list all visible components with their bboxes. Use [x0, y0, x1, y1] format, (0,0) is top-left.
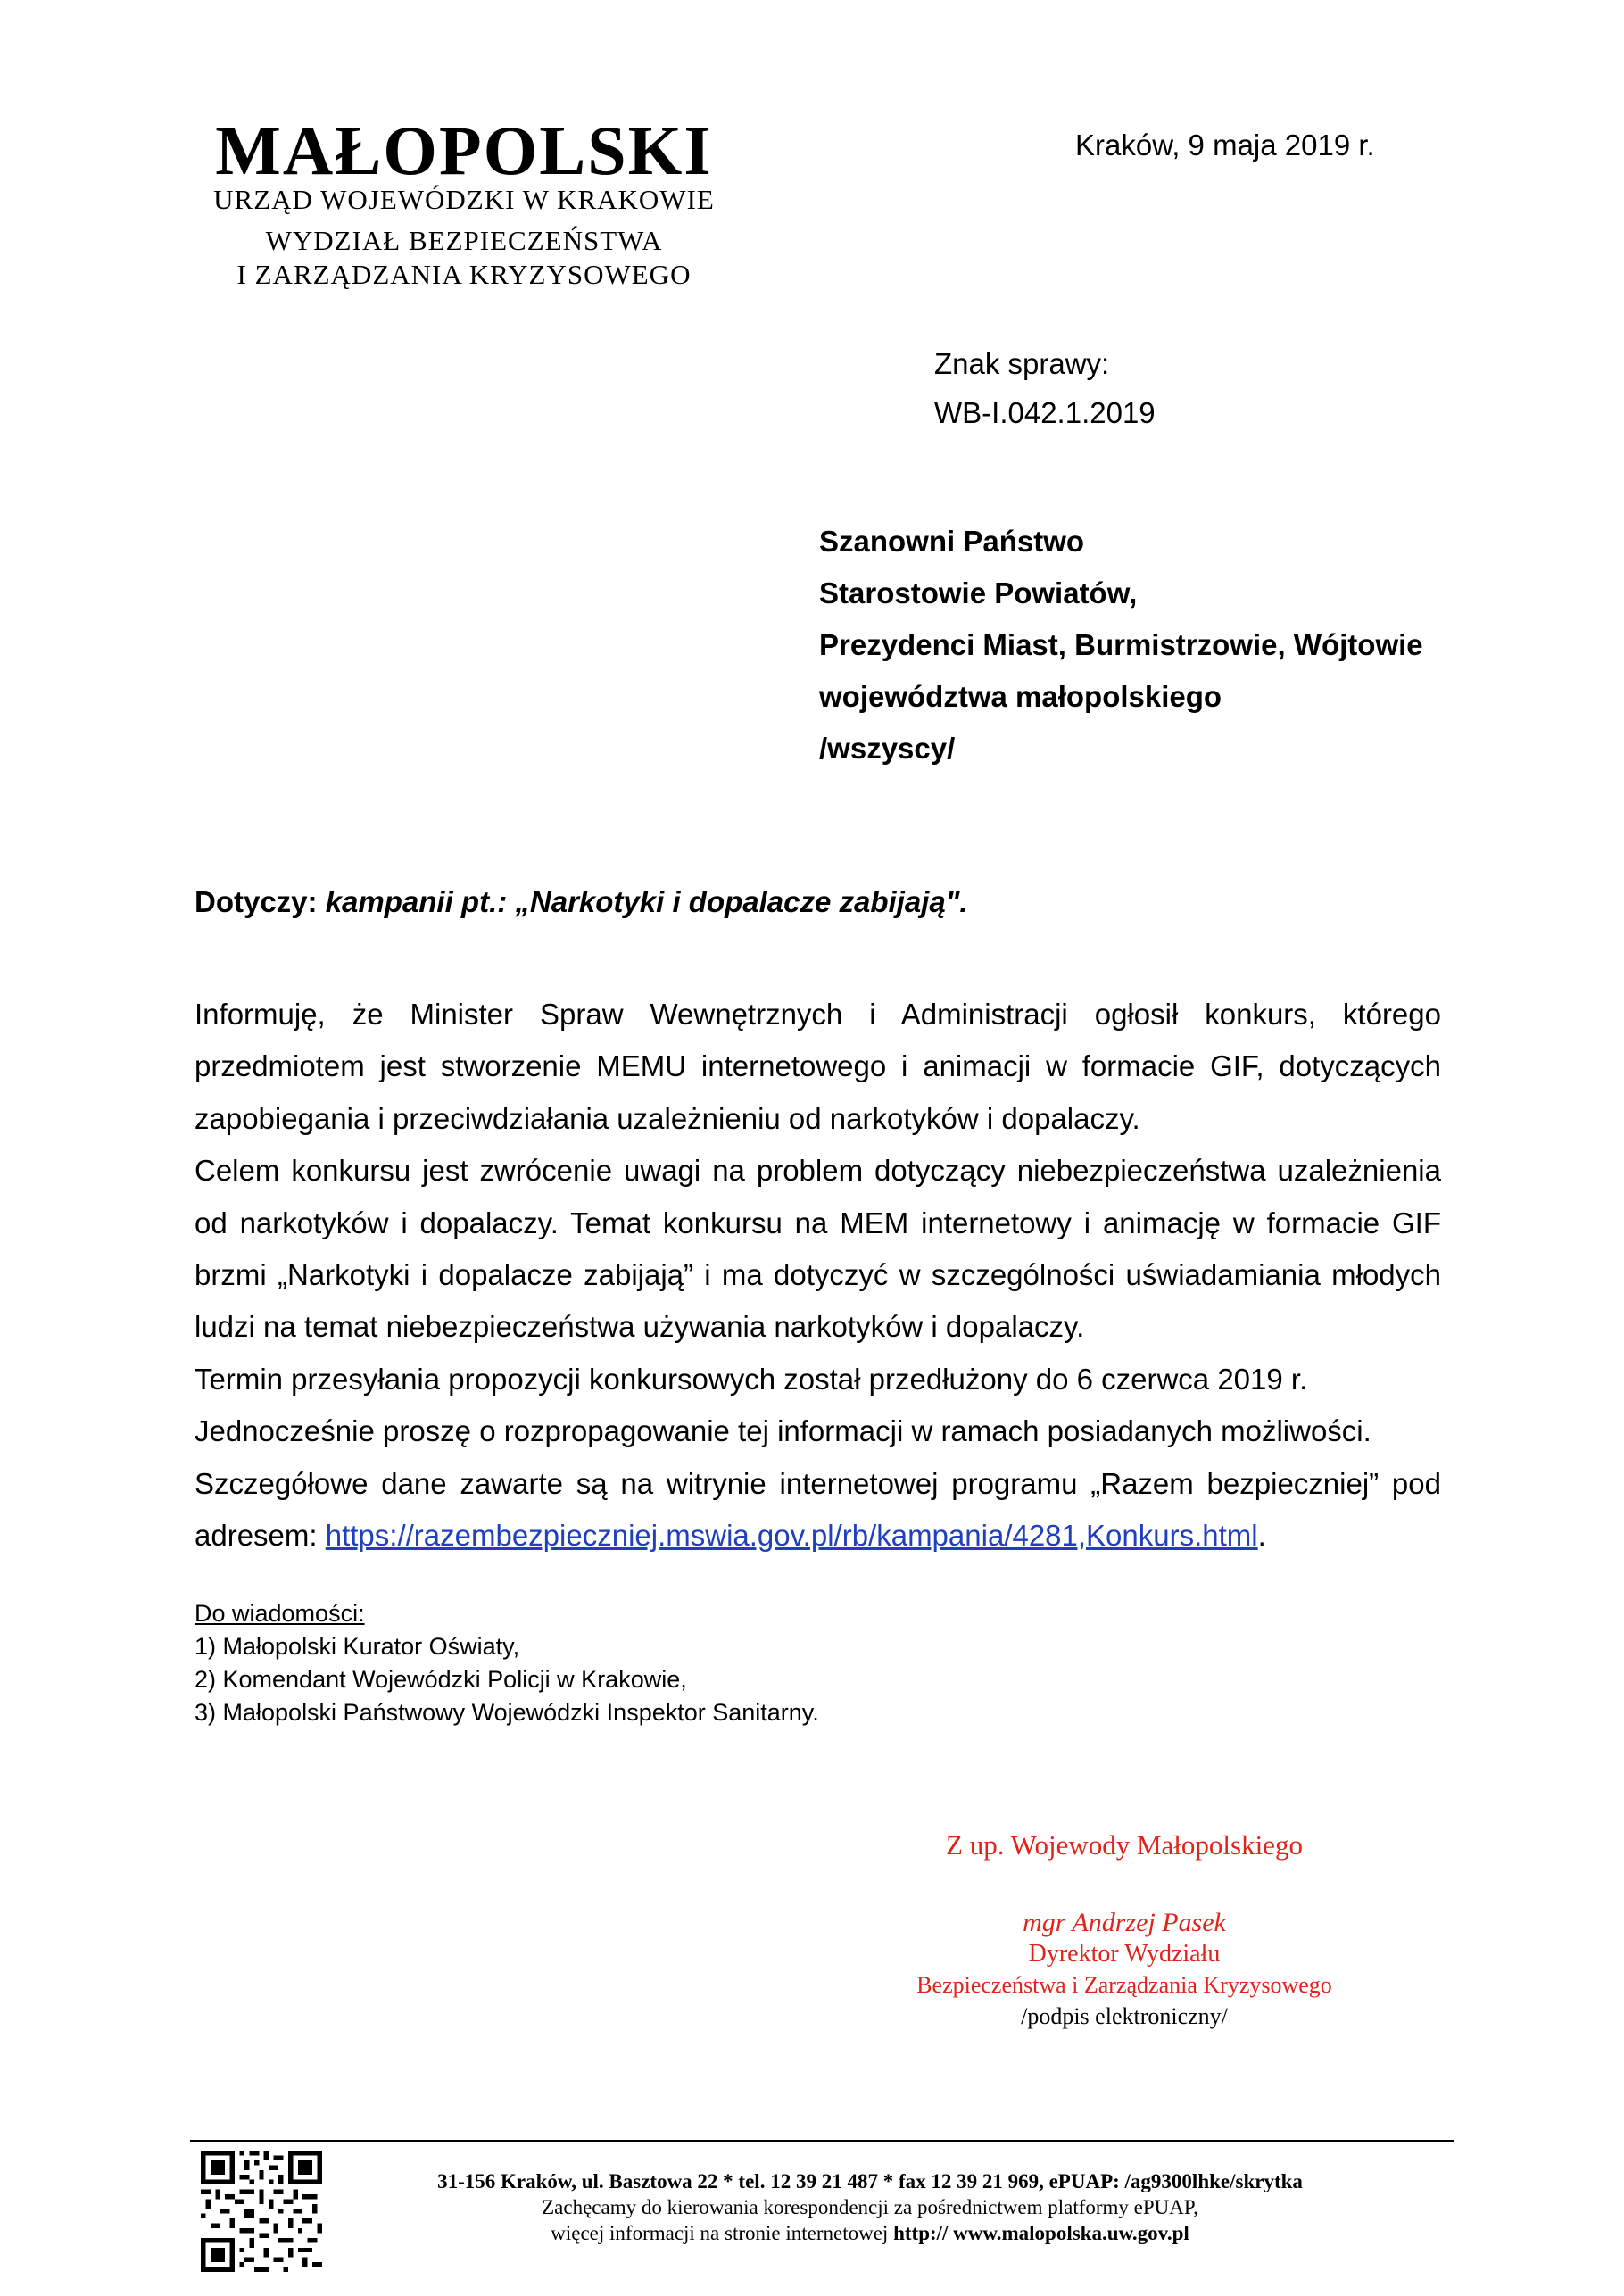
reference-label: Znak sprawy: — [934, 347, 1110, 380]
reference-block — [934, 339, 1156, 437]
footer-website-url[interactable]: http:// www.malopolska.uw.gov.pl — [893, 2222, 1189, 2244]
addressee-block — [819, 516, 1423, 775]
cc-item: 3) Małopolski Państwowy Wojewódzki Inspektor Sanitarny. — [195, 1699, 819, 1726]
subject-text: kampanii pt.: „Narkotyki i dopalacze zabijają". — [325, 885, 968, 918]
footer-website — [339, 2220, 1401, 2246]
addressee-line: województwa małopolskiego — [819, 680, 1222, 713]
qr-code-icon — [201, 2151, 322, 2272]
reference-value: WB-I.042.1.2019 — [934, 396, 1156, 429]
footer-epuap-note: Zachęcamy do kierowania korespondencji za pośrednictwem platformy ePUAP, — [542, 2196, 1198, 2218]
body-paragraph-text: Szczegółowe dane zawarte są na witrynie internetowej programu „Razem bezpieczniej” pod adresem: — [195, 1466, 1441, 1553]
footer-website-text: więcej informacji na stronie internetowej — [551, 2222, 894, 2244]
subject-line — [195, 885, 968, 919]
signature-note: /podpis elektroniczny/ — [1021, 2003, 1228, 2029]
cc-title: Do wiadomości: — [195, 1600, 365, 1627]
letter-body — [195, 989, 1441, 1562]
body-paragraph-end: . — [1257, 1519, 1266, 1553]
signature-authority: Z up. Wojewody Małopolskiego — [946, 1829, 1303, 1861]
addressee-line: Szanowni Państwo — [819, 525, 1085, 558]
addressee-line: Starostowie Powiatów, — [819, 576, 1138, 609]
document-date: Kraków, 9 maja 2019 r. — [1075, 128, 1375, 162]
letterhead-title: MAŁOPOLSKI — [215, 112, 713, 189]
footer-divider — [190, 2140, 1454, 2142]
letterhead-department-line2: I ZARZĄDZANIA KRYZYSOWEGO — [236, 259, 692, 290]
signature-title: Dyrektor Wydziału — [1028, 1940, 1221, 1968]
subject-label: Dotyczy: — [195, 885, 318, 918]
body-paragraph — [195, 1458, 1441, 1562]
footer-address: 31-156 Kraków, ul. Basztowa 22 * tel. 12 39 21 487 * fax 12 39 21 969, ePUAP: /ag9300lhke/skrytka — [437, 2170, 1303, 2192]
letterhead-department-line1: WYDZIAŁ BEZPIECZEŃSTWA — [265, 225, 663, 256]
cc-block — [195, 1597, 819, 1729]
cc-item: 1) Małopolski Kurator Oświaty, — [195, 1633, 520, 1660]
campaign-link[interactable]: https://razembezpieczniej.mswia.gov.pl/rb/kampania/4281,Konkurs.html — [325, 1519, 1258, 1553]
body-paragraph: Jednocześnie proszę o rozpropagowanie tej informacji w ramach posiadanych możliwości. — [195, 1414, 1371, 1448]
body-paragraph: Termin przesyłania propozycji konkursowych został przedłużony do 6 czerwca 2019 r. — [195, 1362, 1308, 1396]
cc-item: 2) Komendant Wojewódzki Policji w Krakowie, — [195, 1666, 687, 1693]
body-paragraph: Celem konkursu jest zwrócenie uwagi na problem dotyczący niebezpieczeństwa uzależnienia od narkotyków i dopalaczy. Temat konkursu na MEM internetowy i animację w formacie GIF brzmi „Narkotyki i dopalacze zabijają” i ma dotyczyć w szczególności uświadamiania młodych ludzi na temat niebezpieczeństwa używania narkotyków i dopalaczy. — [195, 1154, 1441, 1344]
body-paragraph: Informuję, że Minister Spraw Wewnętrznych i Administracji ogłosił konkurs, którego przedmiotem jest stworzenie MEMU internetowego i animacji w formacie GIF, dotyczących zapobiegania i przeciwdziałania uzależnieniu od narkotyków i dopalaczy. — [195, 998, 1441, 1135]
signature-department: Bezpieczeństwa i Zarządzania Kryzysowego — [916, 1972, 1332, 1998]
signature-name: mgr Andrzej Pasek — [1023, 1908, 1226, 1937]
addressee-line: Prezydenci Miast, Burmistrzowie, Wójtowie — [819, 628, 1423, 661]
letterhead-office: URZĄD WOJEWÓDZKI W KRAKOWIE — [213, 184, 715, 215]
addressee-line: /wszyscy/ — [819, 732, 956, 765]
